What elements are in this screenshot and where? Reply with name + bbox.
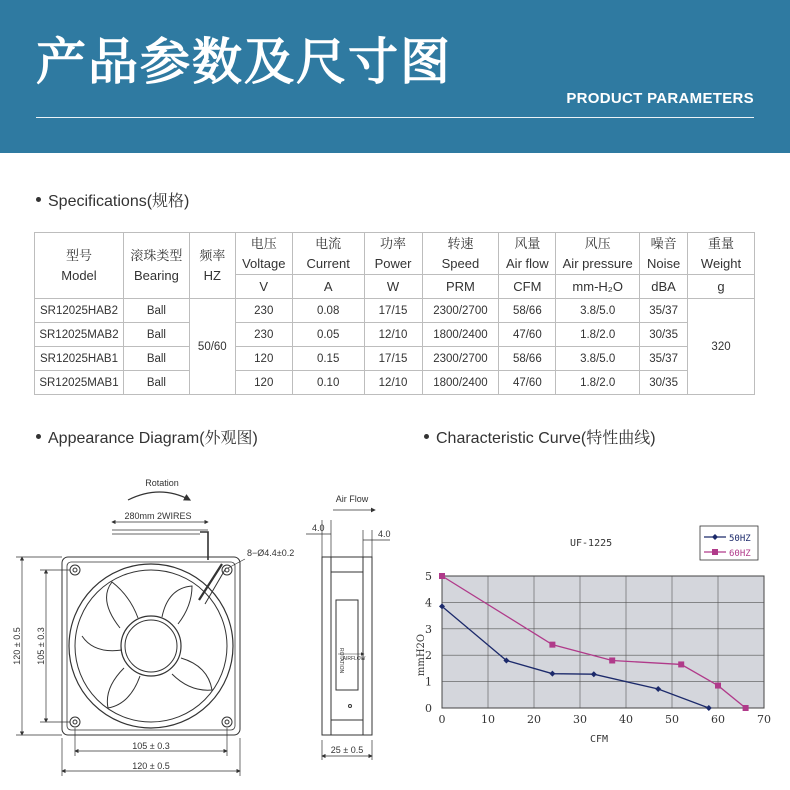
cell-voltage: 120 [235,347,292,371]
page-subtitle: PRODUCT PARAMETERS [566,90,754,107]
cell-airflow: 47/60 [499,371,556,395]
header-current: 电流 Current [292,233,364,275]
cell-pressure: 3.8/5.0 [556,299,640,323]
header-noise: 噪音 Noise [640,233,688,275]
banner [0,0,790,153]
banner-divider [36,117,754,118]
unit-voltage: V [235,275,292,299]
data-point [439,573,445,579]
cell-current: 0.05 [292,323,364,347]
width-outer-label: 120 ± 0.5 [132,761,170,771]
cell-frequency: 50/60 [189,299,235,395]
cell-weight: 320 [688,299,755,395]
page-title: 产品参数及尺寸图 [36,33,452,91]
header-power: 功率 Power [364,233,422,275]
appearance-diagram [0,470,400,788]
bullet-icon [424,434,429,439]
data-point [549,642,555,648]
table-row [35,323,755,347]
appearance-heading [36,425,258,448]
specifications-heading [36,188,189,211]
table-row [35,299,755,323]
x-tick-label: 10 [481,713,495,726]
width-inner-label: 105 ± 0.3 [132,741,170,751]
legend-label: 50HZ [729,534,751,544]
cell-noise: 35/37 [640,299,688,323]
side-airflow-label: AIRFLOW [342,656,366,662]
x-tick-label: 30 [573,713,587,726]
table-row [35,347,755,371]
cell-pressure: 3.8/5.0 [556,347,640,371]
header-frequency: 频率 HZ [189,233,235,299]
y-tick-label: 3 [425,622,432,636]
cell-airflow: 47/60 [499,323,556,347]
chart-legend [700,526,758,560]
cell-speed: 2300/2700 [422,299,499,323]
y-tick-label: 5 [425,570,432,583]
holes-label: 8−Ø4.4±0.2 [247,548,295,558]
cell-pressure: 1.8/2.0 [556,323,640,347]
cell-airflow: 58/66 [499,299,556,323]
fan-side-view [322,557,372,735]
height-outer-label: 120 ± 0.5 [12,627,22,665]
unit-current: A [292,275,364,299]
data-point [678,661,684,667]
cell-voltage: 120 [235,371,292,395]
y-tick-label: 0 [425,702,432,715]
x-tick-label: 50 [665,713,679,726]
specifications-heading-text: Specifications(规格) [48,193,190,210]
chart-title: UF-1225 [570,538,613,549]
cell-noise: 30/35 [640,323,688,347]
x-tick-label: 0 [438,713,446,726]
cell-current: 0.15 [292,347,364,371]
y-tick-label: 1 [425,675,432,689]
cell-voltage: 230 [235,323,292,347]
cell-bearing: Ball [123,347,189,371]
cell-noise: 35/37 [640,347,688,371]
header-speed: 转速 Speed [422,233,499,275]
thickness-label: 25 ± 0.5 [330,745,364,755]
cell-power: 12/10 [364,323,422,347]
cell-speed: 1800/2400 [422,371,499,395]
x-tick-label: 20 [527,713,541,726]
unit-weight: g [688,275,755,299]
fan-frame-front [62,557,240,735]
header-model: 型号 Model [35,233,124,299]
y-tick-label: 2 [425,649,432,663]
unit-pressure: mm-H₂O [556,275,640,299]
cell-voltage: 230 [235,299,292,323]
appearance-heading-text: Appearance Diagram(外观图) [48,430,258,447]
unit-airflow: CFM [499,275,556,299]
cell-noise: 30/35 [640,371,688,395]
rotation-label: Rotation [145,478,179,488]
cell-model: SR12025HAB1 [35,347,124,371]
cell-bearing: Ball [123,323,189,347]
specifications-table [34,232,755,395]
header-bearing: 滚珠类型 Bearing [123,233,189,299]
characteristic-heading [424,425,656,448]
data-point [609,657,615,663]
x-tick-label: 70 [757,713,771,726]
cell-speed: 2300/2700 [422,347,499,371]
airflow-label: Air Flow [335,494,369,504]
cell-bearing: Ball [123,299,189,323]
unit-noise: dBA [640,275,688,299]
cell-model: SR12025MAB2 [35,323,124,347]
characteristic-heading-text: Characteristic Curve(特性曲线) [436,430,656,447]
x-axis-label: CFM [590,734,609,745]
cell-bearing: Ball [123,371,189,395]
data-point [715,683,721,689]
legend-label: 60HZ [729,549,751,559]
cell-power: 17/15 [364,299,422,323]
characteristic-chart [400,520,780,760]
depth-left-label: 4.0 [312,523,325,533]
y-axis-label: mmH2O [416,633,427,677]
bullet-icon [36,197,41,202]
header-voltage: 电压 Voltage [235,233,292,275]
cell-current: 0.08 [292,299,364,323]
unit-power: W [364,275,422,299]
legend-marker [712,549,718,555]
cell-model: SR12025MAB1 [35,371,124,395]
cell-power: 12/10 [364,371,422,395]
table-row [35,371,755,395]
unit-speed: PRM [422,275,499,299]
y-tick-label: 4 [425,596,432,610]
x-tick-label: 60 [711,713,725,726]
cell-current: 0.10 [292,371,364,395]
header-airflow: 风量 Air flow [499,233,556,275]
cell-pressure: 1.8/2.0 [556,371,640,395]
cell-airflow: 58/66 [499,347,556,371]
depth-right-label: 4.0 [378,529,391,539]
side-rotation-label: ROTATION [338,648,344,674]
x-tick-label: 40 [619,713,633,726]
data-point [743,705,749,711]
header-pressure: 风压 Air pressure [556,233,640,275]
height-inner-label: 105 ± 0.3 [36,627,46,665]
cell-speed: 1800/2400 [422,323,499,347]
cell-power: 17/15 [364,347,422,371]
cell-model: SR12025HAB2 [35,299,124,323]
header-weight: 重量 Weight [688,233,755,275]
wire-length-label: 280mm 2WIRES [124,511,192,521]
bullet-icon [36,434,41,439]
